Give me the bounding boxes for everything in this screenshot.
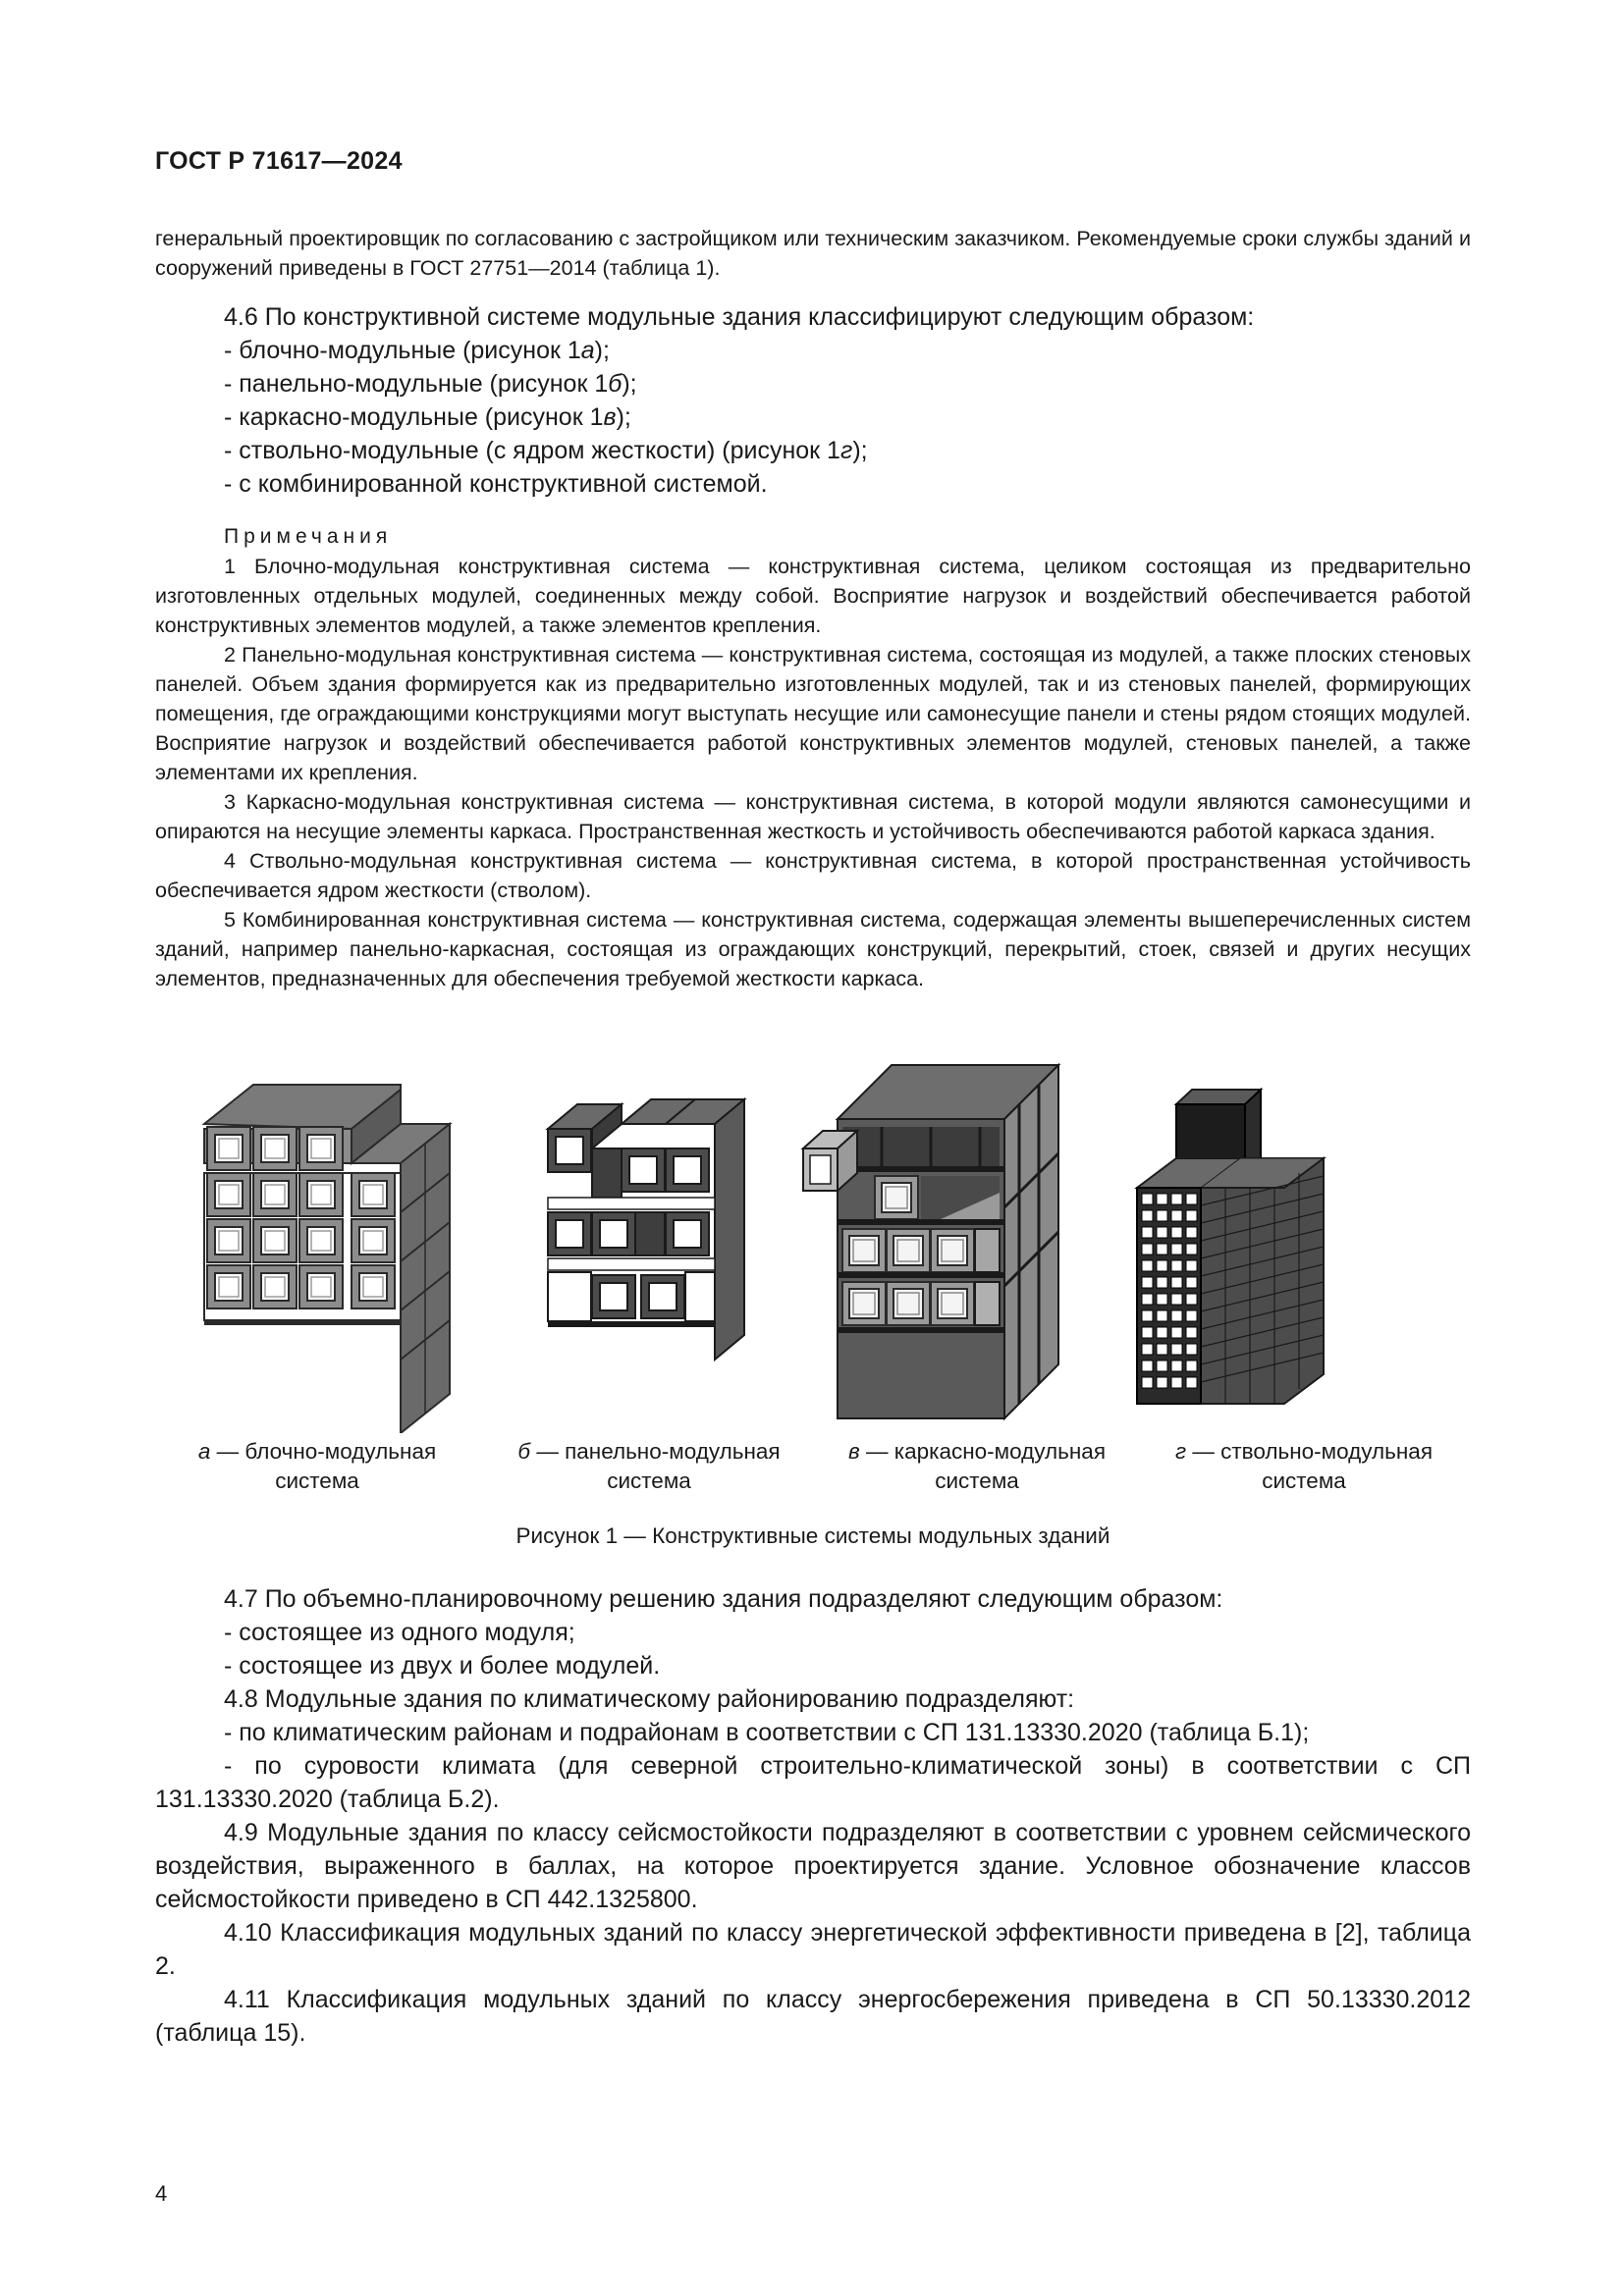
document-header: ГОСТ Р 71617—2024 <box>155 147 403 175</box>
section-4-8-lead: 4.8 Модульные здания по климатическому районированию подразделяют: <box>224 1685 1075 1713</box>
core-modular-drawing <box>1137 1090 1324 1404</box>
list-item: - блочно-модульные (рисунок 1а); <box>224 337 610 364</box>
sections-4-7-to-4-11 <box>155 1582 1471 2050</box>
list-item: - по суровости климата (для северной строительно-климатической зоны) в соответствии с СП 131.13330.2020 (таблица Б.2). <box>155 1752 1471 1813</box>
section-4-9: 4.9 Модульные здания по классу сейсмостойкости подразделяют в соответствии с уровнем сейсмического воздействия, выраженного в баллах, на которое проектируется здание. Условное обозначение классов сейсмостойкости приведено в СП 442.1325800. <box>155 1819 1471 1913</box>
list-item: - состоящее из двух и более модулей. <box>224 1652 661 1680</box>
panel-modular-drawing <box>548 1099 744 1360</box>
caption-b: б — панельно-модульная система <box>517 1439 781 1493</box>
list-item: - панельно-модульные (рисунок 1б); <box>224 370 637 398</box>
page-number: 4 <box>155 2181 168 2206</box>
figure-1-drawings <box>155 1050 1471 1433</box>
figure-1-title: Рисунок 1 — Конструктивные системы модульных зданий <box>515 1523 1110 1548</box>
frame-modular-drawing <box>803 1065 1058 1418</box>
list-item: - каркасно-модульные (рисунок 1в); <box>224 403 631 431</box>
note-5: 5 Комбинированная конструктивная система — конструктивная система, содержащая элементы вышеперечисленных систем зданий, например панельно-каркасная, состоящая из ограждающих конструкций, перекрытий, стоек, связей и других несущих элементов, предназначенных для обеспечения требуемой жесткости каркаса. <box>155 908 1471 990</box>
note-1: 1 Блочно-модульная конструктивная система — конструктивная система, целиком состоящая из предварительно изготовленных отдельных модулей, соединенных между собой. Восприятие нагрузок и воздействий обеспечивается работой конструктивных элементов модулей, а также элементов крепления. <box>155 555 1471 637</box>
list-item: - с комбинированной конструктивной системой. <box>224 470 768 498</box>
section-4-10: 4.10 Классификация модульных зданий по классу энергетической эффективности приведена в [2], таблица 2. <box>155 1919 1471 1980</box>
notes-block <box>155 508 1471 993</box>
caption-g: г — ствольно-модульная система <box>1174 1439 1433 1493</box>
note-3: 3 Каркасно-модульная конструктивная система — конструктивная система, в которой модули являются самонесущими и опираются на несущие элементы каркаса. Пространственная жесткость и устойчивость обеспечиваются работой каркаса здания. <box>155 790 1471 843</box>
list-item: - ствольно-модульные (с ядром жесткости) (рисунок 1г); <box>224 437 868 464</box>
list-item: - состоящее из одного модуля; <box>224 1619 575 1646</box>
caption-v: в — каркасно-модульная система <box>848 1439 1106 1493</box>
caption-a: а — блочно-модульная система <box>197 1439 437 1493</box>
section-4-6 <box>155 300 1471 501</box>
notes-heading: Примечания <box>224 525 393 548</box>
list-item: - по климатическим районам и подрайонам в соответствии с СП 131.13330.2020 (таблица Б.1); <box>224 1719 1310 1746</box>
section-4-7-lead: 4.7 По объемно-планировочному решению здания подразделяют следующим образом: <box>224 1585 1223 1613</box>
section-4-11: 4.11 Классификация модульных зданий по классу энергосбережения приведена в СП 50.13330.2012 (таблица 15). <box>155 1986 1471 2047</box>
section-4-6-lead: 4.6 По конструктивной системе модульные здания классифицируют следующим образом: <box>224 303 1255 331</box>
note-4: 4 Ствольно-модульная конструктивная система — конструктивная система, в которой пространственная устойчивость обеспечивается ядром жесткости (стволом). <box>155 849 1471 902</box>
figure-1-captions <box>155 1437 1471 1500</box>
note-2: 2 Панельно-модульная конструктивная система — конструктивная система, состоящая из модулей, а также плоских стеновых панелей. Объем здания формируется как из предварительно изготовленных модулей, так и из стеновых панелей, формирующих помещения, где ограждающими конструкциями могут выступать несущие или самонесущие панели и стены рядом стоящих модулей. Восприятие нагрузок и воздействий обеспечивается работой конструктивных элементов модулей, стеновых панелей, а также элементами их крепления. <box>155 643 1471 784</box>
intro-paragraph <box>155 224 1471 283</box>
intro-text: генеральный проектировщик по согласованию с застройщиком или техническим заказчиком. Рекомендуемые сроки службы зданий и сооружений приведены в ГОСТ 27751—2014 (таблица 1). <box>155 227 1471 280</box>
block-modular-drawing <box>204 1085 450 1433</box>
